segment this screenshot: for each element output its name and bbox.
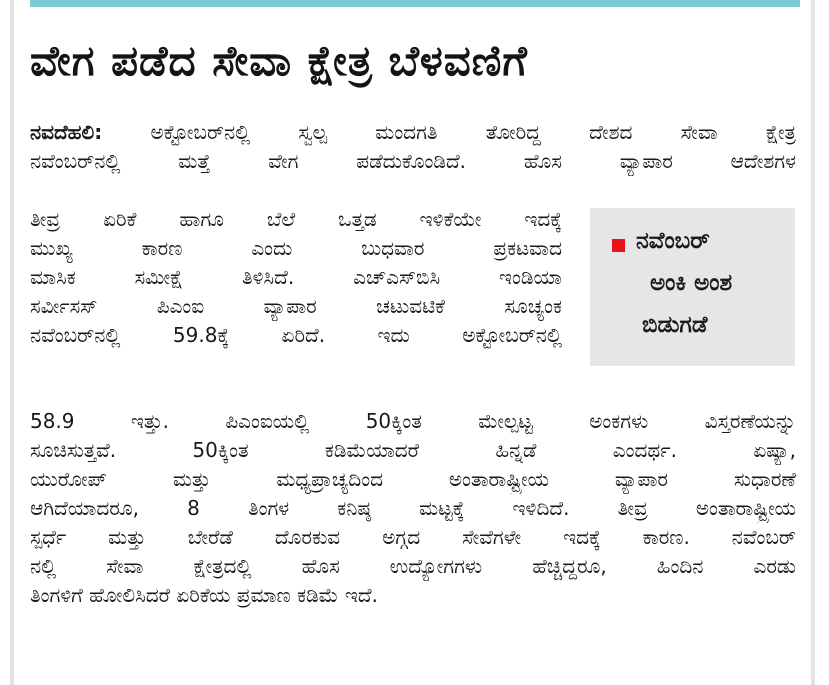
red-square-bullet-icon: [612, 239, 625, 252]
page-right-border: [811, 0, 815, 685]
sidebar-line: ನವೆಂಬರ್: [636, 228, 710, 254]
sidebar-line: ಅಂಕಿ ಅಂಶ: [650, 270, 733, 296]
article-wide-line: 58.9 ಇತ್ತು. ಪಿಎಂಐಯಲ್ಲಿ 50ಕ್ಕಿಂತ ಮೇಲ್ಪಟ್ಟ ಅಂಕಗಳು ವಿಸ್ತರಣೆಯನ್ನು: [30, 409, 796, 433]
top-accent-rule: [30, 0, 800, 7]
article-line-1: [30, 118, 796, 147]
article-line-2: ನವೆಂಬರ್‌ನಲ್ಲಿ ಮತ್ತೆ ವೇಗ ಪಡೆದುಕೊಂಡಿದೆ. ಹೊಸ ವ್ಯಾಪಾರ ಆದೇಶಗಳ: [30, 149, 796, 173]
article-narrow-line: ಮುಖ್ಯ ಕಾರಣ ಎಂದು ಬುಧವಾರ ಪ್ರಕಟವಾದ: [30, 236, 562, 260]
article-line-1-text: ಅಕ್ಟೋಬರ್‌ನಲ್ಲಿ ಸ್ವಲ್ಪ ಮಂದಗತಿ ತೋರಿದ್ದ ದೇಶದ ಸೇವಾ ಕ್ಷೇತ್ರ: [102, 120, 796, 144]
page-left-border: [10, 0, 14, 685]
article-wide-line: ಯುರೋಪ್ ಮತ್ತು ಮಧ್ಯಪ್ರಾಚ್ಯದಿಂದ ಅಂತಾರಾಷ್ಟ್ರೀಯ ವ್ಯಾಪಾರ ಸುಧಾರಣೆ: [30, 467, 796, 491]
article-wide-line: ನಲ್ಲಿ ಸೇವಾ ಕ್ಷೇತ್ರದಲ್ಲಿ ಹೊಸ ಉದ್ಯೋಗಗಳು ಹೆಚ್ಚಿದ್ದರೂ, ಹಿಂದಿನ ಎರಡು: [30, 554, 796, 578]
article-narrow-line: ಸರ್ವೀಸಸ್ ಪಿಎಂಐ ವ್ಯಾಪಾರ ಚಟುವಟಿಕೆ ಸೂಚ್ಯಂಕ: [30, 294, 562, 318]
dateline: ನವದೆಹಲಿ:: [30, 120, 103, 144]
article-narrow-line: ಮಾಸಿಕ ಸಮೀಕ್ಷೆ ತಿಳಿಸಿದೆ. ಎಚ್‌ಎಸ್‌ಬಿಸಿ ಇಂಡಿಯಾ: [30, 265, 562, 289]
article-wide-line: ಸ್ಪರ್ಧೆ ಮತ್ತು ಬೇರೆಡೆ ದೊರಕುವ ಅಗ್ಗದ ಸೇವೆಗಳೇ ಇದಕ್ಕೆ ಕಾರಣ. ನವೆಂಬರ್: [30, 525, 796, 549]
article-wide-line: ಸೂಚಿಸುತ್ತವೆ. 50ಕ್ಕಿಂತ ಕಡಿಮೆಯಾದರೆ ಹಿನ್ನಡೆ ಎಂದರ್ಥ. ಏಷ್ಯಾ,: [30, 438, 796, 462]
article-wide-column: [30, 407, 796, 610]
article-narrow-line: ತೀವ್ರ ಏರಿಕೆ ಹಾಗೂ ಬೆಲೆ ಒತ್ತಡ ಇಳಿಕೆಯೇ ಇದಕ್ಕೆ: [30, 207, 562, 231]
article-wide-line: ತಿಂಗಳಿಗೆ ಹೋಲಿಸಿದರೆ ಏರಿಕೆಯ ಪ್ರಮಾಣ ಕಡಿಮೆ ಇದೆ.: [30, 583, 378, 607]
sidebar-highlight-box: [590, 208, 795, 366]
headline: ವೇಗ ಪಡೆದ ಸೇವಾ ಕ್ಷೇತ್ರ ಬೆಳವಣಿಗೆ: [30, 36, 528, 85]
article-intro: [30, 118, 796, 176]
article-wide-line: ಆಗಿದೆಯಾದರೂ, 8 ತಿಂಗಳ ಕನಿಷ್ಠ ಮಟ್ಟಕ್ಕೆ ಇಳಿದಿದೆ. ತೀವ್ರ ಅಂತಾರಾಷ್ಟ್ರೀಯ: [30, 496, 796, 520]
article-narrow-line: ನವೆಂಬರ್‌ನಲ್ಲಿ 59.8ಕ್ಕೆ ಏರಿದೆ. ಇದು ಅಕ್ಟೋಬರ್‌ನಲ್ಲಿ: [30, 323, 562, 347]
article-narrow-column: [30, 205, 562, 350]
sidebar-line: ಬಿಡುಗಡೆ: [642, 312, 708, 338]
